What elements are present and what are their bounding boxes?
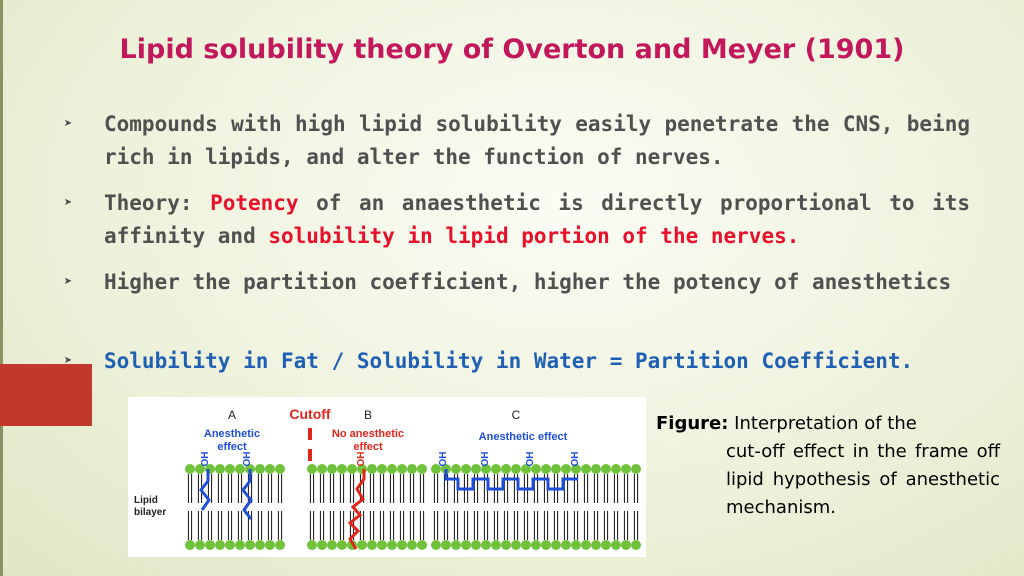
lipid-head [511, 464, 521, 474]
figure-caption [656, 410, 1000, 522]
bullet-2-text [104, 187, 970, 253]
bullet-2-solubility: solubility in lipid portion of the nerves. [268, 224, 800, 248]
lipid-head [417, 540, 427, 550]
lipid-head [407, 540, 417, 550]
panel-b-molecule [350, 469, 364, 549]
lipid-head [451, 540, 461, 550]
bullet-2-pre: Theory: [104, 191, 211, 215]
panel-c-label: C [511, 408, 521, 422]
lipid-head [387, 540, 397, 550]
panel-c-title: Anesthetic effect [478, 431, 568, 443]
cutoff-label: Cutoff [289, 406, 331, 422]
figure-svg [128, 397, 646, 557]
panel-b-label: B [363, 408, 373, 422]
lipid-head [631, 464, 641, 474]
bullet-3-text: Higher the partition coefficient, higher the potency of anesthetics [104, 270, 952, 294]
oh-group-label: OH [242, 451, 253, 467]
oh-group-label: OH [438, 451, 449, 467]
lipid-head [387, 464, 397, 474]
lipid-head [471, 540, 481, 550]
bullet-arrow-icon: ➤ [64, 274, 73, 290]
lipid-head [265, 540, 275, 550]
bullet-1 [64, 108, 970, 174]
lipid-head [195, 540, 205, 550]
lipid-head [601, 540, 611, 550]
lipid-head [377, 540, 387, 550]
lipid-head [245, 540, 255, 550]
slide-title: Lipid solubility theory of Overton and Meyer (1901) [119, 34, 905, 65]
lipid-head [307, 540, 317, 550]
panel-a-title-line1: Anesthetic [203, 428, 261, 440]
lipid-head [481, 540, 491, 550]
lipid-head [185, 540, 195, 550]
oh-group-label: OH [525, 451, 536, 467]
lipid-head [491, 464, 501, 474]
lipid-head [317, 464, 327, 474]
lipid-head [407, 464, 417, 474]
bullet-3 [64, 266, 970, 299]
lipid-head [275, 540, 285, 550]
lipid-bilayer-label-line2: bilayer [134, 507, 167, 518]
bullet-arrow-icon: ➤ [64, 353, 73, 369]
lipid-head [215, 540, 225, 550]
lipid-head [611, 464, 621, 474]
lipid-head [511, 540, 521, 550]
oh-group-label: OH [356, 451, 367, 467]
lipid-head [327, 540, 337, 550]
lipid-head [491, 540, 501, 550]
lipid-head [225, 464, 235, 474]
lipid-head [631, 540, 641, 550]
lipid-head [461, 540, 471, 550]
lipid-head [215, 464, 225, 474]
oh-group-label: OH [480, 451, 491, 467]
lipid-head [541, 540, 551, 550]
lipid-head [621, 464, 631, 474]
lipid-head [397, 540, 407, 550]
lipid-head [571, 540, 581, 550]
lipid-head [611, 540, 621, 550]
lipid-head [367, 464, 377, 474]
lipid-head [367, 540, 377, 550]
lipid-head [337, 540, 347, 550]
lipid-head [441, 540, 451, 550]
bullet-4-text: Solubility in Fat / Solubility in Water = Partition Coefficient. [104, 349, 914, 373]
bullet-1-text: Compounds with high lipid solubility easily penetrate the CNS, being rich in lipids, and alter the function of nerves. [104, 112, 970, 169]
lipid-head [255, 540, 265, 550]
lipid-head [621, 540, 631, 550]
lipid-head [265, 464, 275, 474]
caption-label: Figure: [656, 413, 729, 434]
oh-group-label: OH [570, 451, 581, 467]
lipid-head [185, 464, 195, 474]
bullet-arrow-icon: ➤ [64, 195, 73, 211]
lipid-head [451, 464, 461, 474]
lipid-head [461, 464, 471, 474]
bullet-2-mid: of an anaesthetic is directly proportional to its affinity and [104, 191, 970, 248]
lipid-head [275, 464, 285, 474]
bullet-4 [64, 345, 970, 378]
panel-a-molecule [201, 469, 209, 510]
lipid-head [357, 540, 367, 550]
lipid-head [377, 464, 387, 474]
lipid-head [225, 540, 235, 550]
lipid-head [581, 464, 591, 474]
panel-a-label: A [227, 408, 237, 422]
cutoff-mark [308, 428, 312, 440]
lipid-head [205, 540, 215, 550]
lipid-head [337, 464, 347, 474]
slide-edge-line [0, 0, 3, 576]
lipid-head [581, 540, 591, 550]
lipid-head [601, 464, 611, 474]
cutoff-mark [308, 449, 312, 461]
lipid-head [327, 464, 337, 474]
lipid-bilayer-label-line1: Lipid [134, 495, 158, 506]
oh-group-label: OH [200, 451, 211, 467]
panel-a-molecule-2 [243, 469, 251, 519]
lipid-head [255, 464, 265, 474]
caption-rest: cut-off effect in the frame off lipid hypothesis of anesthetic mechanism. [726, 441, 1000, 518]
panel-b-title-line2: effect [353, 441, 383, 453]
lipid-head [541, 464, 551, 474]
lipid-head [591, 464, 601, 474]
panel-b-title-line1: No anesthetic [331, 428, 405, 440]
lipid-head [431, 540, 441, 550]
caption-first-line: Interpretation of the [728, 413, 917, 434]
bullet-arrow-icon: ➤ [64, 116, 73, 132]
lipid-head [531, 540, 541, 550]
lipid-head [307, 464, 317, 474]
lipid-head [551, 540, 561, 550]
lipid-head [235, 540, 245, 550]
lipid-head [501, 540, 511, 550]
lipid-head [501, 464, 511, 474]
lipid-head [551, 464, 561, 474]
lipid-head [397, 464, 407, 474]
lipid-head [417, 464, 427, 474]
lipid-head [317, 540, 327, 550]
panel-a-title-line2: effect [217, 441, 247, 453]
lipid-head [521, 540, 531, 550]
bullet-2-potency: Potency [210, 191, 299, 215]
anesthetic-cutoff-figure [128, 397, 646, 557]
bullet-2 [64, 187, 970, 253]
lipid-head [561, 540, 571, 550]
lipid-head [591, 540, 601, 550]
